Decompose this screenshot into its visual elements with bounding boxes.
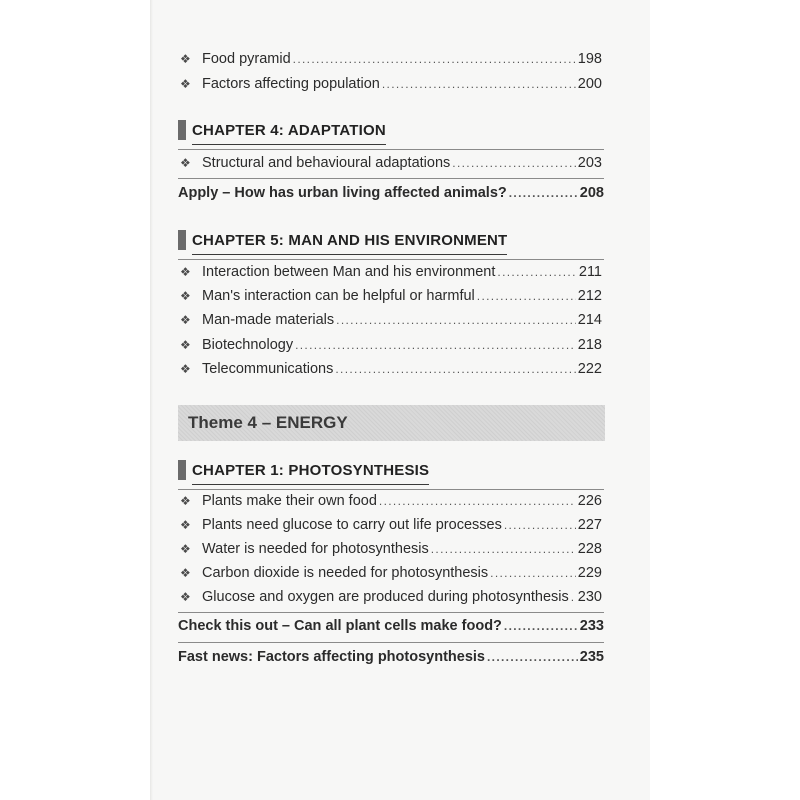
entry-page: 214 [577, 312, 602, 328]
divider [178, 259, 604, 260]
bullet-icon: ❖ [180, 362, 191, 376]
divider [178, 489, 604, 490]
toc-entry-factors-population[interactable] [180, 75, 602, 93]
entry-title: Water is needed for photosynthesis [202, 541, 429, 557]
toc-entry-telecommunications[interactable] [180, 360, 602, 378]
entry-title: Structural and behavioural adaptations [202, 155, 451, 171]
page-edge [150, 0, 153, 800]
chapter-underline [192, 144, 386, 146]
toc-entry-structural-adaptations[interactable] [180, 154, 602, 172]
dot-leader [382, 75, 576, 93]
entry-page: 228 [577, 541, 602, 557]
chapter-heading-adaptation [178, 119, 386, 141]
bullet-icon: ❖ [180, 338, 191, 352]
bullet-icon: ❖ [180, 52, 191, 66]
entry-title: Plants make their own food [202, 493, 377, 509]
toc-entry-water-needed[interactable] [180, 540, 602, 558]
entry-title: Glucose and oxygen are produced during photosynthesis [202, 589, 569, 605]
toc-entry-food-pyramid[interactable] [180, 50, 602, 68]
bullet-icon: ❖ [180, 542, 191, 556]
divider [178, 178, 604, 179]
bullet-icon: ❖ [180, 77, 191, 91]
chapter-marker [178, 460, 186, 480]
chapter-marker [178, 120, 186, 140]
bullet-icon: ❖ [180, 566, 191, 580]
dot-leader [487, 648, 578, 666]
dot-leader [477, 287, 576, 305]
entry-title: Man's interaction can be helpful or harmful [202, 288, 475, 304]
chapter-marker [178, 230, 186, 250]
bullet-icon: ❖ [180, 313, 191, 327]
dot-leader [490, 564, 576, 582]
chapter-underline [192, 484, 429, 486]
theme-title: Theme 4 – ENERGY [188, 413, 348, 432]
dot-leader [335, 360, 575, 378]
dot-leader [497, 263, 576, 281]
chapter-title: CHAPTER 5: MAN AND HIS ENVIRONMENT [192, 231, 508, 249]
dot-leader [452, 154, 576, 172]
entry-page: 208 [579, 185, 604, 201]
entry-page: 212 [577, 288, 602, 304]
entry-title: Apply – How has urban living affected animals? [178, 185, 507, 201]
chapter-underline [192, 254, 507, 256]
entry-title: Plants need glucose to carry out life processes [202, 517, 502, 533]
entry-page: 198 [577, 51, 602, 67]
entry-title: Telecommunications [202, 361, 334, 377]
chapter-title: CHAPTER 1: PHOTOSYNTHESIS [192, 461, 430, 479]
toc-entry-biotechnology[interactable] [180, 336, 602, 354]
entry-page: 203 [577, 155, 602, 171]
entry-page: 227 [577, 517, 602, 533]
bullet-icon: ❖ [180, 494, 191, 508]
dot-leader [571, 588, 576, 606]
chapter-title: CHAPTER 4: ADAPTATION [192, 121, 386, 139]
entry-page: 200 [577, 76, 602, 92]
bullet-icon: ❖ [180, 156, 191, 170]
entry-title: Fast news: Factors affecting photosynthesis [178, 649, 485, 665]
bullet-icon: ❖ [180, 265, 191, 279]
entry-page: 233 [579, 618, 604, 634]
entry-title: Factors affecting population [202, 76, 380, 92]
entry-title: Check this out – Can all plant cells make food? [178, 618, 502, 634]
toc-entry-carbon-dioxide[interactable] [180, 564, 602, 582]
divider [178, 642, 604, 643]
toc-entry-check-this-out[interactable] [178, 617, 604, 635]
toc-entry-plants-need-glucose[interactable] [180, 516, 602, 534]
entry-title: Food pyramid [202, 51, 291, 67]
chapter-heading-photosynthesis [178, 459, 429, 481]
entry-page: 229 [577, 565, 602, 581]
dot-leader [293, 50, 576, 68]
entry-page: 218 [577, 337, 602, 353]
entry-page: 226 [577, 493, 602, 509]
dot-leader [504, 516, 576, 534]
entry-title: Man-made materials [202, 312, 335, 328]
bullet-icon: ❖ [180, 518, 191, 532]
entry-page: 230 [577, 589, 602, 605]
theme-banner [178, 405, 605, 441]
chapter-heading-environment [178, 229, 507, 251]
bullet-icon: ❖ [180, 590, 191, 604]
dot-leader [431, 540, 576, 558]
entry-page: 235 [579, 649, 604, 665]
toc-entry-apply[interactable] [178, 184, 604, 202]
dot-leader [295, 336, 576, 354]
toc-entry-interaction-man[interactable] [180, 263, 602, 281]
dot-leader [504, 617, 578, 635]
toc-entry-fast-news[interactable] [178, 648, 604, 666]
toc-entry-glucose-oxygen[interactable] [180, 588, 602, 606]
dot-leader [509, 184, 578, 202]
toc-entry-helpful-harmful[interactable] [180, 287, 602, 305]
entry-title: Biotechnology [202, 337, 294, 353]
toc-entry-plants-make-food[interactable] [180, 492, 602, 510]
entry-page: 222 [577, 361, 602, 377]
entry-title: Carbon dioxide is needed for photosynthesis [202, 565, 489, 581]
dot-leader [379, 492, 576, 510]
divider [178, 149, 604, 150]
toc-entry-man-made-materials[interactable] [180, 311, 602, 329]
divider [178, 612, 604, 613]
entry-page: 211 [578, 264, 602, 280]
bullet-icon: ❖ [180, 289, 191, 303]
dot-leader [336, 311, 576, 329]
entry-title: Interaction between Man and his environment [202, 264, 496, 280]
